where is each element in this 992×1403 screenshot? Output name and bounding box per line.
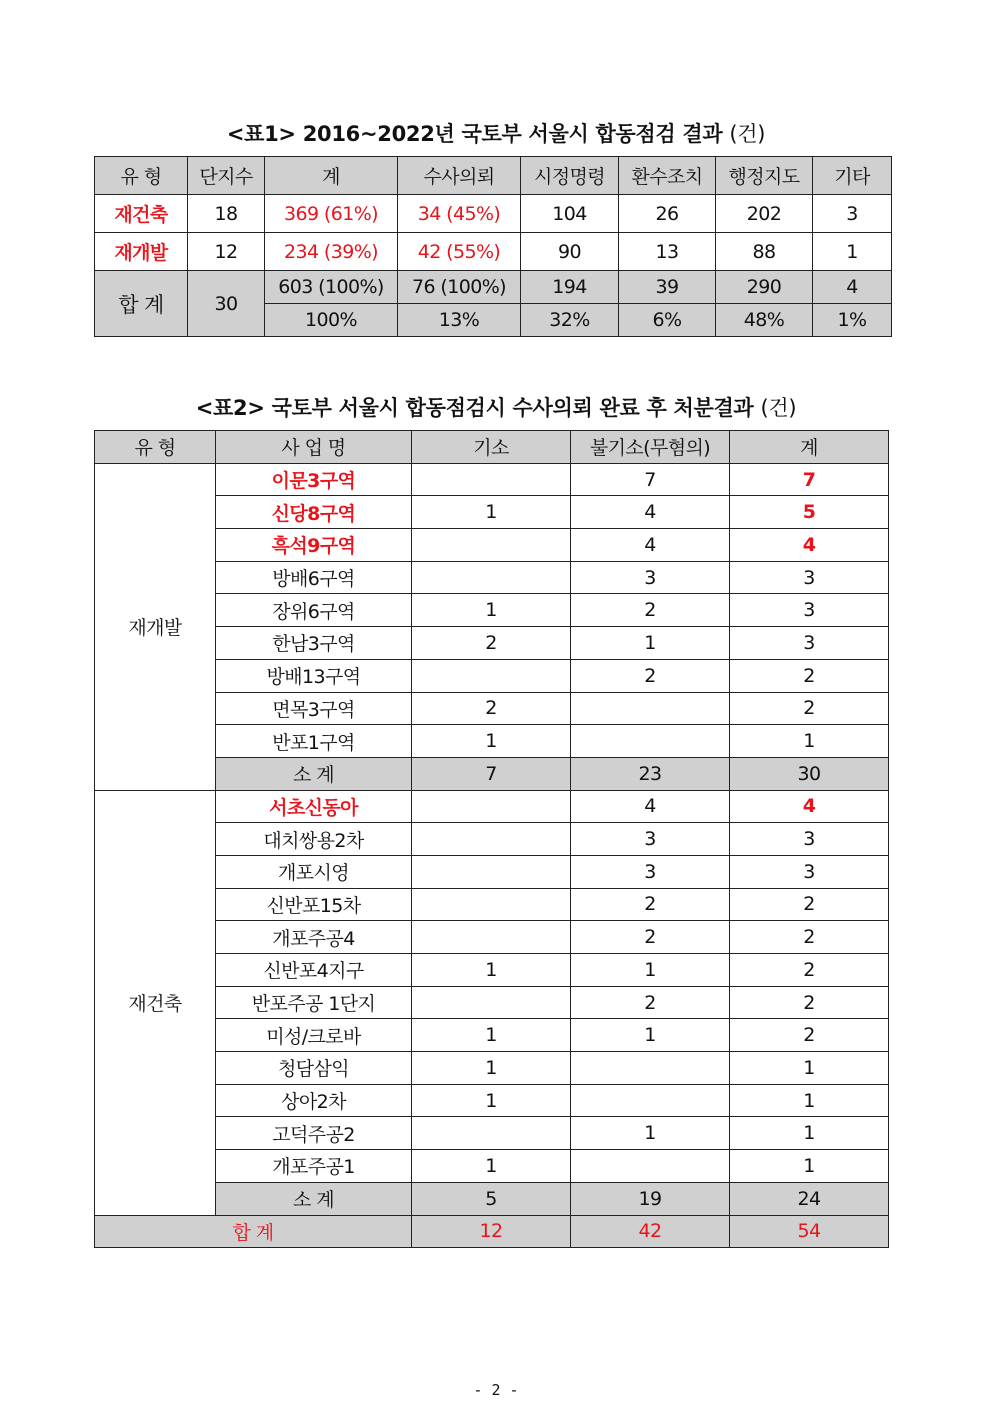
row-total: 4	[730, 790, 889, 823]
pct-total: 100%	[265, 304, 398, 337]
no-indict-count: 7	[571, 463, 730, 496]
project-name: 미성/크로바	[216, 1019, 412, 1052]
indict-count	[412, 888, 571, 921]
indict-count: 1	[412, 1150, 571, 1183]
indict-count	[412, 921, 571, 954]
no-indict-count: 2	[571, 659, 730, 692]
project-name: 신당8구역	[216, 496, 412, 529]
no-indict-count	[571, 725, 730, 758]
group-type: 재건축	[95, 790, 216, 1215]
row-total: 234 (39%)	[265, 233, 398, 271]
row-count: 18	[188, 195, 265, 233]
project-name: 이문3구역	[216, 463, 412, 496]
project-name: 반포1구역	[216, 725, 412, 758]
subtotal-no-indict: 23	[571, 757, 730, 790]
pct-guidance: 48%	[716, 304, 813, 337]
row-recovery: 26	[619, 195, 716, 233]
row-type: 재개발	[95, 233, 188, 271]
row-total: 2	[730, 1019, 889, 1052]
table1-title: <표1> 2016~2022년 국토부 서울시 합동점검 결과	[226, 122, 723, 146]
pct-investigation: 13%	[398, 304, 521, 337]
indict-count: 1	[412, 954, 571, 987]
sum-correction: 194	[521, 271, 619, 304]
indict-count: 2	[412, 692, 571, 725]
indict-count	[412, 463, 571, 496]
subtotal-total: 24	[730, 1182, 889, 1215]
row-total: 2	[730, 888, 889, 921]
table1-caption	[0, 118, 992, 148]
table-row	[95, 463, 889, 496]
table1-header: 수사의뢰	[398, 157, 521, 195]
row-total: 5	[730, 496, 889, 529]
table1-header: 행정지도	[716, 157, 813, 195]
row-total: 3	[730, 561, 889, 594]
grand-total-no-indict: 42	[571, 1215, 730, 1248]
table2-header: 계	[730, 431, 889, 464]
no-indict-count	[571, 1052, 730, 1085]
project-name: 장위6구역	[216, 594, 412, 627]
table1-header: 계	[265, 157, 398, 195]
project-name: 대치쌍용2차	[216, 823, 412, 856]
table-row	[95, 790, 889, 823]
pct-correction: 32%	[521, 304, 619, 337]
row-guidance: 202	[716, 195, 813, 233]
indict-count	[412, 561, 571, 594]
row-total: 2	[730, 659, 889, 692]
row-total: 3	[730, 594, 889, 627]
row-other: 1	[813, 233, 892, 271]
no-indict-count: 4	[571, 790, 730, 823]
subtotal-indict: 7	[412, 757, 571, 790]
row-total: 2	[730, 986, 889, 1019]
project-name: 개포시영	[216, 855, 412, 888]
row-total: 2	[730, 954, 889, 987]
table2-header: 불기소(무혐의)	[571, 431, 730, 464]
row-investigation: 34 (45%)	[398, 195, 521, 233]
no-indict-count	[571, 1084, 730, 1117]
sum-count: 30	[188, 271, 265, 337]
table1-header: 기타	[813, 157, 892, 195]
no-indict-count: 2	[571, 888, 730, 921]
indict-count	[412, 823, 571, 856]
no-indict-count: 4	[571, 529, 730, 562]
table2-caption	[0, 392, 992, 422]
row-total: 1	[730, 1084, 889, 1117]
project-name: 개포주공1	[216, 1150, 412, 1183]
table2-body	[95, 463, 889, 1248]
project-name: 흑석9구역	[216, 529, 412, 562]
disposition-results-table	[94, 430, 889, 1248]
row-type: 재건축	[95, 195, 188, 233]
indict-count: 1	[412, 1019, 571, 1052]
indict-count	[412, 1117, 571, 1150]
sum-investigation: 76 (100%)	[398, 271, 521, 304]
row-correction: 104	[521, 195, 619, 233]
sum-other: 4	[813, 271, 892, 304]
table-row	[95, 195, 892, 233]
row-total: 7	[730, 463, 889, 496]
row-other: 3	[813, 195, 892, 233]
sum-recovery: 39	[619, 271, 716, 304]
grand-total-label: 합 계	[95, 1215, 412, 1248]
no-indict-count: 1	[571, 1019, 730, 1052]
table2-header-row	[95, 431, 889, 464]
subtotal-total: 30	[730, 757, 889, 790]
row-total: 4	[730, 529, 889, 562]
project-name: 반포주공 1단지	[216, 986, 412, 1019]
row-total: 3	[730, 855, 889, 888]
no-indict-count: 3	[571, 823, 730, 856]
row-total: 3	[730, 627, 889, 660]
indict-count	[412, 855, 571, 888]
table1-header-row	[95, 157, 892, 195]
no-indict-count: 1	[571, 1117, 730, 1150]
row-guidance: 88	[716, 233, 813, 271]
grand-total-row	[95, 1215, 889, 1248]
indict-count	[412, 529, 571, 562]
table2-header: 사 업 명	[216, 431, 412, 464]
project-name: 면목3구역	[216, 692, 412, 725]
project-name: 한남3구역	[216, 627, 412, 660]
table1-header: 단지수	[188, 157, 265, 195]
row-total: 369 (61%)	[265, 195, 398, 233]
pct-recovery: 6%	[619, 304, 716, 337]
no-indict-count: 4	[571, 496, 730, 529]
row-total: 1	[730, 1117, 889, 1150]
row-total: 1	[730, 725, 889, 758]
table2-unit: (건)	[760, 396, 797, 420]
indict-count: 1	[412, 496, 571, 529]
subtotal-label: 소 계	[216, 757, 412, 790]
row-total: 2	[730, 692, 889, 725]
table1-header: 유 형	[95, 157, 188, 195]
no-indict-count	[571, 1150, 730, 1183]
project-name: 청담삼익	[216, 1052, 412, 1085]
no-indict-count: 3	[571, 561, 730, 594]
subtotal-label: 소 계	[216, 1182, 412, 1215]
project-name: 방배13구역	[216, 659, 412, 692]
no-indict-count: 1	[571, 627, 730, 660]
project-name: 신반포15차	[216, 888, 412, 921]
indict-count	[412, 659, 571, 692]
table2-header: 유 형	[95, 431, 216, 464]
row-recovery: 13	[619, 233, 716, 271]
no-indict-count: 1	[571, 954, 730, 987]
group-type: 재개발	[95, 463, 216, 790]
project-name: 개포주공4	[216, 921, 412, 954]
subtotal-indict: 5	[412, 1182, 571, 1215]
table1-header: 시정명령	[521, 157, 619, 195]
indict-count	[412, 790, 571, 823]
indict-count: 1	[412, 725, 571, 758]
sum-total: 603 (100%)	[265, 271, 398, 304]
indict-count	[412, 986, 571, 1019]
no-indict-count: 3	[571, 855, 730, 888]
indict-count: 1	[412, 1052, 571, 1085]
no-indict-count: 2	[571, 594, 730, 627]
indict-count: 1	[412, 594, 571, 627]
no-indict-count	[571, 692, 730, 725]
table2-title: <표2> 국토부 서울시 합동점검시 수사의뢰 완료 후 처분결과	[195, 396, 754, 420]
indict-count: 1	[412, 1084, 571, 1117]
sum-label: 합 계	[95, 271, 188, 337]
project-name: 상아2차	[216, 1084, 412, 1117]
sum-guidance: 290	[716, 271, 813, 304]
page-number: - 2 -	[473, 1381, 519, 1399]
row-total: 2	[730, 921, 889, 954]
subtotal-no-indict: 19	[571, 1182, 730, 1215]
no-indict-count: 2	[571, 921, 730, 954]
project-name: 고덕주공2	[216, 1117, 412, 1150]
project-name: 방배6구역	[216, 561, 412, 594]
table1-sum-row	[95, 271, 892, 304]
row-total: 1	[730, 1052, 889, 1085]
project-name: 서초신동아	[216, 790, 412, 823]
table-row	[95, 233, 892, 271]
indict-count: 2	[412, 627, 571, 660]
row-total: 1	[730, 1150, 889, 1183]
table2-header: 기소	[412, 431, 571, 464]
project-name: 신반포4지구	[216, 954, 412, 987]
no-indict-count: 2	[571, 986, 730, 1019]
grand-total-total: 54	[730, 1215, 889, 1248]
inspection-results-table	[94, 156, 892, 337]
table1-unit: (건)	[729, 122, 766, 146]
row-investigation: 42 (55%)	[398, 233, 521, 271]
grand-total-indict: 12	[412, 1215, 571, 1248]
pct-other: 1%	[813, 304, 892, 337]
row-total: 3	[730, 823, 889, 856]
row-correction: 90	[521, 233, 619, 271]
table1-header: 환수조치	[619, 157, 716, 195]
row-count: 12	[188, 233, 265, 271]
